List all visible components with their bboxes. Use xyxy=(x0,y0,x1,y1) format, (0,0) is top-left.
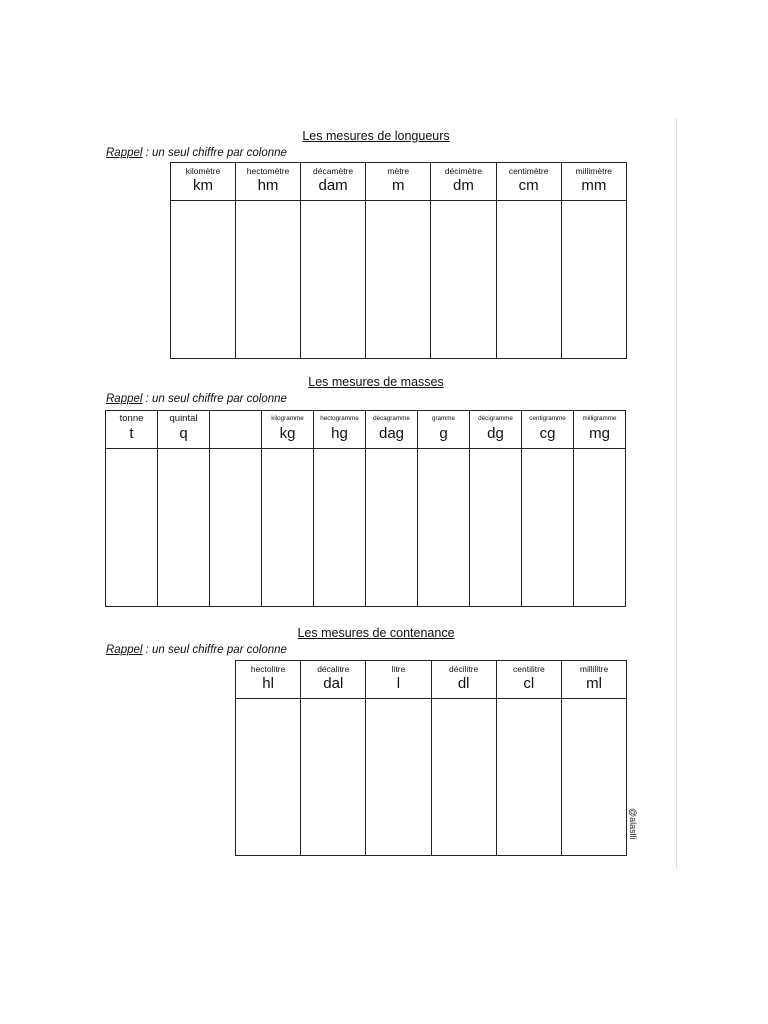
column-header-hm xyxy=(236,163,301,201)
table-contenance xyxy=(235,660,627,856)
unit-abbreviation: dl xyxy=(457,675,470,692)
input-cell-dag[interactable] xyxy=(366,449,418,607)
input-cell-dal[interactable] xyxy=(301,699,366,856)
unit-name-label: tonne xyxy=(119,413,144,424)
input-cell-dg[interactable] xyxy=(470,449,522,607)
column-header-km xyxy=(171,163,236,201)
rappel-label: Rappel xyxy=(106,393,143,405)
column-header-ml xyxy=(561,661,626,699)
unit-name-label: décimètre xyxy=(444,166,483,176)
unit-abbreviation: t xyxy=(129,425,134,442)
column-header-l xyxy=(366,661,431,699)
unit-abbreviation: dm xyxy=(453,177,474,194)
column-header-dm xyxy=(431,163,496,201)
unit-name-label: décagramme xyxy=(373,415,410,422)
input-cell-hm[interactable] xyxy=(236,201,301,359)
unit-name-label: hectomètre xyxy=(246,166,290,176)
table-longueurs xyxy=(170,162,627,359)
input-cell-dm[interactable] xyxy=(431,201,496,359)
input-cell-cg[interactable] xyxy=(522,449,574,607)
column-header-m xyxy=(366,163,431,201)
column-header-hg xyxy=(314,411,366,449)
unit-name-label: hectolitre xyxy=(250,664,286,674)
unit-name-label: décigramme xyxy=(478,415,513,422)
unit-abbreviation: mm xyxy=(581,177,607,194)
unit-name-label: mètre xyxy=(387,166,410,176)
input-cell-hl[interactable] xyxy=(236,699,301,856)
unit-name-label: hectogramme xyxy=(320,415,359,422)
column-header-cg xyxy=(522,411,574,449)
unit-abbreviation: hg xyxy=(331,425,348,442)
column-header-t xyxy=(106,411,158,449)
rappel-contenance xyxy=(106,644,287,656)
column-header-empty xyxy=(210,411,262,449)
input-cell-dam[interactable] xyxy=(301,201,366,359)
column-header-mm xyxy=(561,163,626,201)
column-header-dg xyxy=(470,411,522,449)
unit-name-label: quintal xyxy=(169,413,198,424)
table-masses xyxy=(105,410,626,607)
rappel-label: Rappel xyxy=(106,644,143,656)
rappel-label: Rappel xyxy=(106,147,143,159)
unit-abbreviation: hl xyxy=(262,675,274,692)
input-cell-mg[interactable] xyxy=(574,449,626,607)
unit-name-label: gramme xyxy=(431,415,456,422)
unit-name-label: centimètre xyxy=(508,166,549,176)
input-cell-m[interactable] xyxy=(366,201,431,359)
input-cell-km[interactable] xyxy=(171,201,236,359)
column-header-hl xyxy=(236,661,301,699)
unit-name-label: millilitre xyxy=(579,664,609,674)
unit-abbreviation: dag xyxy=(378,425,405,442)
unit-name-label: centilitre xyxy=(513,664,545,674)
input-cell-cl[interactable] xyxy=(496,699,561,856)
input-cell-hg[interactable] xyxy=(314,449,366,607)
author-signature: @alaslli xyxy=(628,808,638,840)
input-cell-mm[interactable] xyxy=(561,201,626,359)
column-header-dam xyxy=(301,163,366,201)
input-cell-l[interactable] xyxy=(366,699,431,856)
input-cell-q[interactable] xyxy=(158,449,210,607)
unit-abbreviation: kg xyxy=(279,425,296,442)
unit-name-label: milligramme xyxy=(582,415,617,422)
column-header-mg xyxy=(574,411,626,449)
unit-abbreviation: l xyxy=(396,675,401,692)
title-contenance: Les mesures de contenance xyxy=(297,626,455,640)
unit-abbreviation: hm xyxy=(257,177,279,194)
title-masses: Les mesures de masses xyxy=(308,375,444,389)
title-longueurs: Les mesures de longueurs xyxy=(302,129,450,143)
unit-abbreviation: g xyxy=(439,425,448,442)
unit-name-label: décalitre xyxy=(317,664,350,674)
column-header-dag xyxy=(366,411,418,449)
input-cell-empty[interactable] xyxy=(210,449,262,607)
unit-name-label: millimètre xyxy=(575,166,613,176)
unit-name-label: décamètre xyxy=(313,166,354,176)
input-cell-kg[interactable] xyxy=(262,449,314,607)
unit-name-label: kilomètre xyxy=(185,166,221,176)
unit-name-label: centigramme xyxy=(529,415,566,422)
unit-abbreviation: q xyxy=(179,425,188,442)
column-header-cm xyxy=(496,163,561,201)
table-row xyxy=(106,449,626,607)
unit-abbreviation: ml xyxy=(586,675,602,692)
unit-abbreviation: cl xyxy=(523,675,535,692)
page-edge-rule xyxy=(676,118,677,868)
table-row xyxy=(171,201,627,359)
input-cell-ml[interactable] xyxy=(561,699,626,856)
rappel-text: : un seul chiffre par colonne xyxy=(142,644,287,656)
unit-name-label: kilogramme xyxy=(271,415,304,422)
unit-abbreviation: cm xyxy=(518,177,539,194)
column-header-q xyxy=(158,411,210,449)
rappel-text: : un seul chiffre par colonne xyxy=(142,147,287,159)
table-row xyxy=(236,699,627,856)
input-cell-cm[interactable] xyxy=(496,201,561,359)
column-header-dl xyxy=(431,661,496,699)
input-cell-t[interactable] xyxy=(106,449,158,607)
input-cell-g[interactable] xyxy=(418,449,470,607)
column-header-dal xyxy=(301,661,366,699)
unit-abbreviation: cg xyxy=(539,425,556,442)
unit-name-label: litre xyxy=(391,664,406,674)
column-header-kg xyxy=(262,411,314,449)
unit-abbreviation: dg xyxy=(487,425,504,442)
unit-abbreviation: m xyxy=(392,177,405,194)
rappel-longueurs xyxy=(106,147,287,159)
rappel-text: : un seul chiffre par colonne xyxy=(142,393,287,405)
unit-name-label: décilitre xyxy=(449,664,479,674)
input-cell-dl[interactable] xyxy=(431,699,496,856)
unit-abbreviation: km xyxy=(193,177,213,194)
column-header-cl xyxy=(496,661,561,699)
column-header-g xyxy=(418,411,470,449)
unit-abbreviation: dal xyxy=(323,675,344,692)
unit-abbreviation: dam xyxy=(318,177,348,194)
unit-abbreviation: mg xyxy=(589,425,610,442)
rappel-masses xyxy=(106,393,287,405)
